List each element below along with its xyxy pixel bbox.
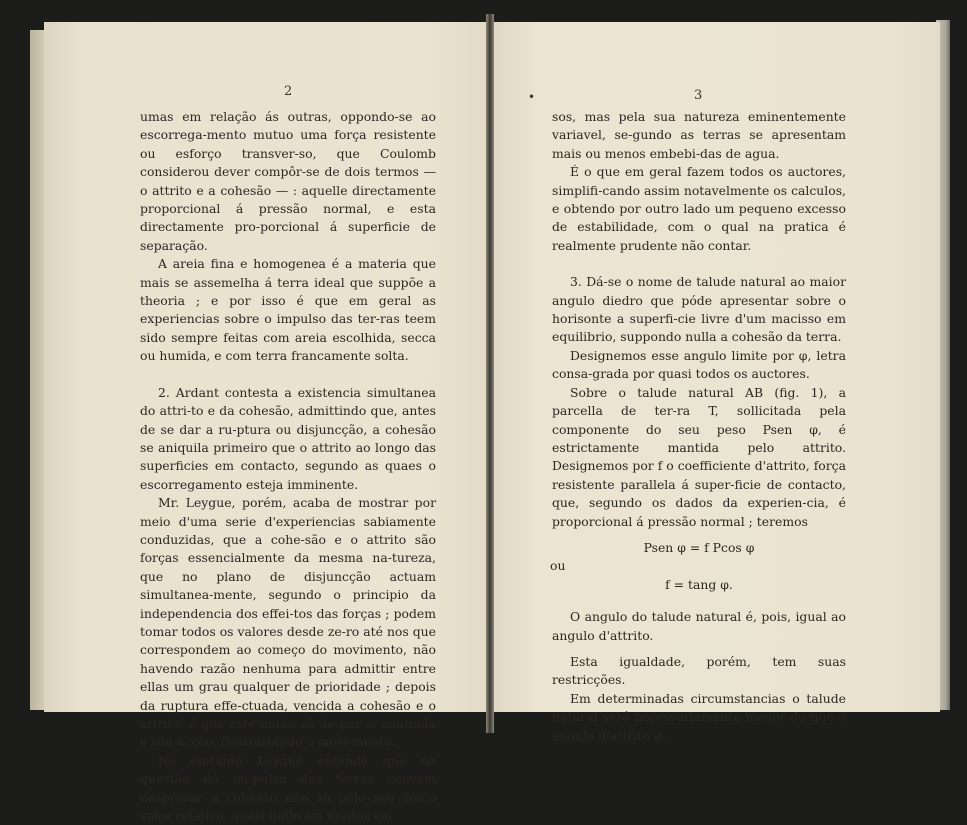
paragraph: A areia fina e homogenea é a materia que mais se assemelha á terra ideal que suppõe a theoria ; e por isso é que em geral as experiencias sobre o impulso das ter-ras teem sido sempre feitas com areia escolhida, secca ou humida, e com terra francamente solta. bbox=[140, 256, 436, 364]
formula-tangent: f = tang φ. bbox=[665, 576, 733, 592]
left-page-number: 2 bbox=[284, 84, 293, 99]
paragraph: Sobre o talude natural AB (fig. 1), a parcella de ter-ra T, sollicitada pela componente do seu peso Psen φ, é estrictamente mantida pelo attrito. Designemos por f o coefficiente d'attrito, força resistente parallela á super-ficie de contacto, que, segundo os dados da experien-cia, é proporcional á pressão normal ; teremos bbox=[552, 384, 846, 529]
formula-connector: ou bbox=[550, 558, 566, 574]
paragraph: No emtanto Leygue entende que na questão do im-pulso das terras convém desprezar a cohesão não só pelo seu fraco valor relativo, quasi nullo em muitos ca- bbox=[140, 752, 436, 824]
paragraph: Esta igualdade, porém, tem suas restricções. bbox=[552, 653, 846, 688]
left-page-body bbox=[140, 108, 436, 825]
paragraph: 2. Ardant contesta a existencia simultanea do attri-to e da cohesão, admittindo que, antes de se dar a ru-ptura ou disjuncção, a cohesão se aniquila primeiro que o attrito ao longo das superficies em contacto, segundo as quaes o escorregamento esteja imminente. bbox=[140, 384, 436, 492]
paragraph: Em determinadas circumstancias o talude natural será necessariamente menor do que o angulo d'attrito φ, bbox=[552, 690, 846, 743]
right-page-number: 3 bbox=[694, 88, 703, 103]
paragraph: Mr. Leygue, porém, acaba de mostrar por meio d'uma serie d'experiencias sabiamente conduzidas, que a cohe-são e o attrito são forças essencialmente da mesma na-tureza, que no plano de disjuncção actuam simultanea-mente, segundo o principio da independencia dos effei-tos das forças ; podem tomar todos os valores desde ze-ro até nos que correspondem ao começo do movimento, não havendo razão nenhuma para admittir entre ellas um grau qualquer de prioridade ; depois da ruptura effe-ctuada, vencida a cohesão e o attrito, é que este então só de per si continúa a sua acção, contrariando o movi-mento. bbox=[140, 495, 436, 750]
paragraph: Designemos esse angulo limite por φ, letra consa-grada por quasi todos os auctores. bbox=[552, 347, 846, 382]
book-gutter bbox=[486, 14, 494, 733]
paragraph: umas em relação ás outras, oppondo-se ao escorrega-mento mutuo uma força resistente ou esforço transver-so, que Coulomb considerou dever compôr-se de dois termos — o attrito e a cohesão — : aquelle directamente proporcional á pressão normal, e esta directamente pro-porcional á superficie de separação. bbox=[140, 109, 436, 253]
paragraph: sos, mas pela sua natureza eminentemente variavel, se-gundo as terras se apresentam mais ou menos embebi-das de agua. bbox=[552, 109, 846, 161]
right-page-body bbox=[552, 108, 846, 745]
formula-friction: Psen φ = f Pcos φ bbox=[643, 539, 755, 555]
paragraph: O angulo do talude natural é, pois, igual ao angulo d'attrito. bbox=[552, 609, 846, 643]
paragraph: 3. Dá-se o nome de talude natural ao maior angulo diedro que póde apresentar sobre o horisonte a superfi-cie livre d'um macisso em equilibrio, suppondo nulla a cohesão da terra. bbox=[552, 274, 846, 345]
ink-mark: • bbox=[528, 90, 536, 104]
paragraph: É o que em geral fazem todos os auctores, simplifi-cando assim notavelmente os calculos, e obtendo por outro lado um pequeno excesso de estabilidade, com o qual na pratica é realmente prudente não contar. bbox=[552, 164, 846, 253]
